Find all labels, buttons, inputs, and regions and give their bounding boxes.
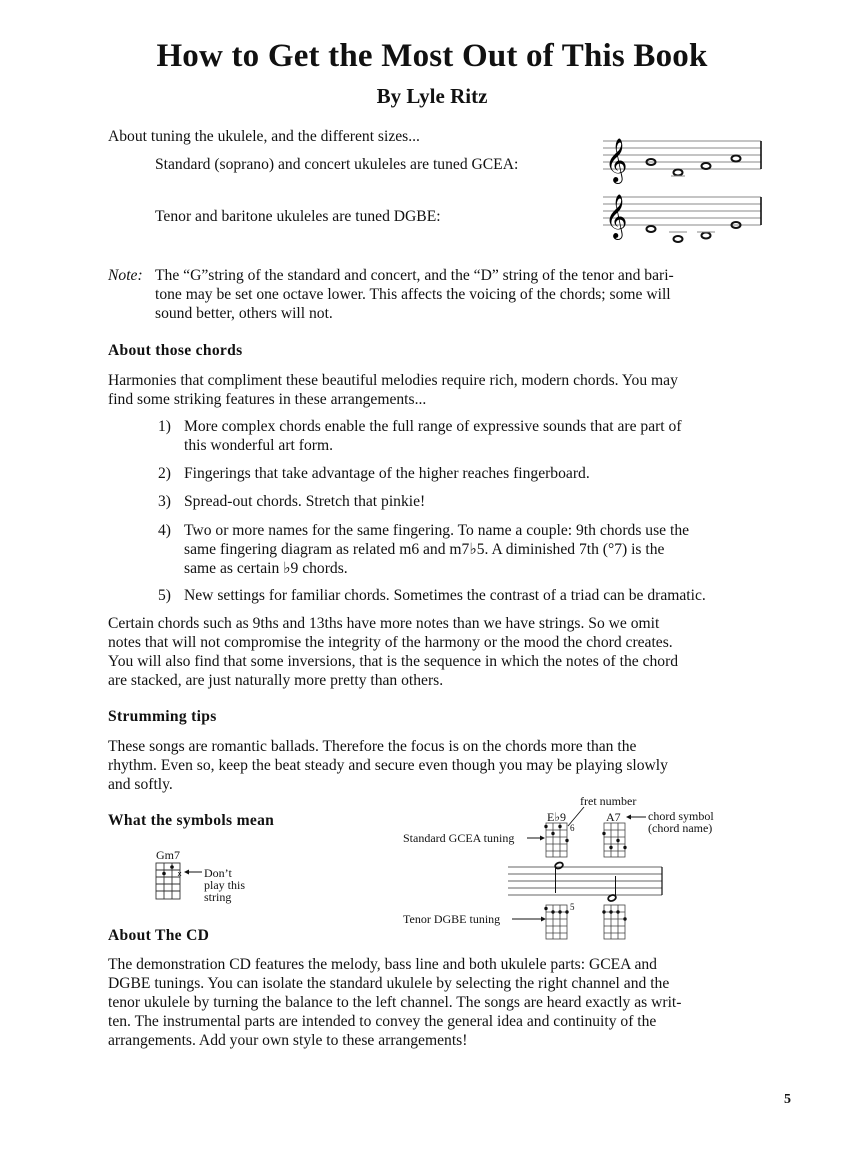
note-paragraph: The “G”string of the standard and concert, and the “D” string of the tenor and bari- tone may be set one octave lower. This affects the voicing of the chords; some will sound better, others will not. <box>155 267 674 322</box>
author-byline: By Lyle Ritz <box>376 84 488 108</box>
melody-staff <box>508 862 664 902</box>
strumming-paragraph: These songs are romantic ballads. Therefore the focus is on the chords more than the rhythm. Even so, keep the beat steady and secure even though you may be playing slowly and softly. <box>108 738 668 793</box>
tuning-intro: About tuning the ukulele, and the different sizes... <box>108 128 420 145</box>
treble-clef-icon: 𝄞 <box>605 138 628 182</box>
dgbe-staff-notation <box>603 191 763 251</box>
arrow-right-icon <box>512 915 546 923</box>
eb9-tenor-chord-diagram <box>545 904 569 940</box>
chords-intro: Harmonies that compliment these beautiful melodies require rich, modern chords. You may find some striking features in these arrangements... <box>108 372 678 408</box>
chords-feature-list: 1) More complex chords enable the full range of expressive sounds that are part of this wonderful art form. 2) Fingerings that take advantage of the higher reaches fingerboard. 3) Spread-out chords. Stretch that pinkie! 4) Two or more names for the same fingering. To name a couple: 9th chords use the same fingering diagram as related m6 and m7♭5. A diminished 7th (°7) is the same as certain ♭9 chords. 5) New settings for familiar chords. Sometimes the contrast of a triad can be dramatic. <box>158 418 706 604</box>
cd-paragraph: The demonstration CD features the melody, bass line and both ukulele parts: GCEA and DGBE tunings. You can isolate the standard ukulele by selecting the right channel and the tenor ukulele by turning the balance to the left channel. The songs are heard exactly as writ- ten. The instrumental parts are intended to convey the general idea and continuity of the arrangements. Add your own style to these arrangements! <box>108 956 682 1049</box>
section-heading-symbols: What the symbols mean <box>108 812 275 829</box>
a7-tenor-chord-diagram <box>603 904 627 940</box>
page-title: How to Get the Most Out of This Book <box>156 38 708 74</box>
treble-clef-icon: 𝄞 <box>605 194 628 238</box>
chord-symbol-label: chord symbol (chord name) <box>648 809 714 835</box>
chords-outro: Certain chords such as 9ths and 13ths have more notes than we have strings. So we omit notes that will not compromise the integrity of the harmony or the mood the chord creates. You will also find that some inversions, that is the sequence in which the notes of the chord are stacked, are just naturally more pretty than others. <box>108 615 679 689</box>
gcea-staff-notation <box>603 135 763 195</box>
eb9-standard-chord-diagram <box>545 822 569 858</box>
mute-x-icon: x <box>177 870 182 878</box>
section-heading-cd: About The CD <box>108 927 210 944</box>
section-heading-chords: About those chords <box>108 342 243 359</box>
tenor-tuning-label: Tenor DGBE tuning <box>403 912 501 926</box>
fret-number: 6 <box>570 823 575 833</box>
fret-number: 5 <box>570 902 575 912</box>
standard-tuning-label: Standard GCEA tuning <box>403 831 515 845</box>
tuning-tenor-text: Tenor and baritone ukuleles are tuned DGBE: <box>155 208 441 225</box>
arrow-left-icon <box>626 813 648 821</box>
fret-number-label: fret number <box>580 794 637 808</box>
tuning-standard-text: Standard (soprano) and concert ukuleles are tuned GCEA: <box>155 156 519 173</box>
a7-chord-name: A7 <box>606 810 621 824</box>
eb9-chord-name: E♭9 <box>547 810 566 824</box>
gm7-chord-diagram <box>155 862 181 900</box>
note-label: Note: <box>108 267 143 284</box>
gm7-chord-name: Gm7 <box>156 848 180 862</box>
arrow-left-icon <box>184 868 204 876</box>
arrow-right-icon <box>527 834 545 842</box>
dont-play-label: Don’t play this string <box>204 866 245 904</box>
section-heading-strumming: Strumming tips <box>108 708 217 725</box>
page-number: 5 <box>784 1092 791 1107</box>
a7-standard-chord-diagram <box>603 822 627 858</box>
